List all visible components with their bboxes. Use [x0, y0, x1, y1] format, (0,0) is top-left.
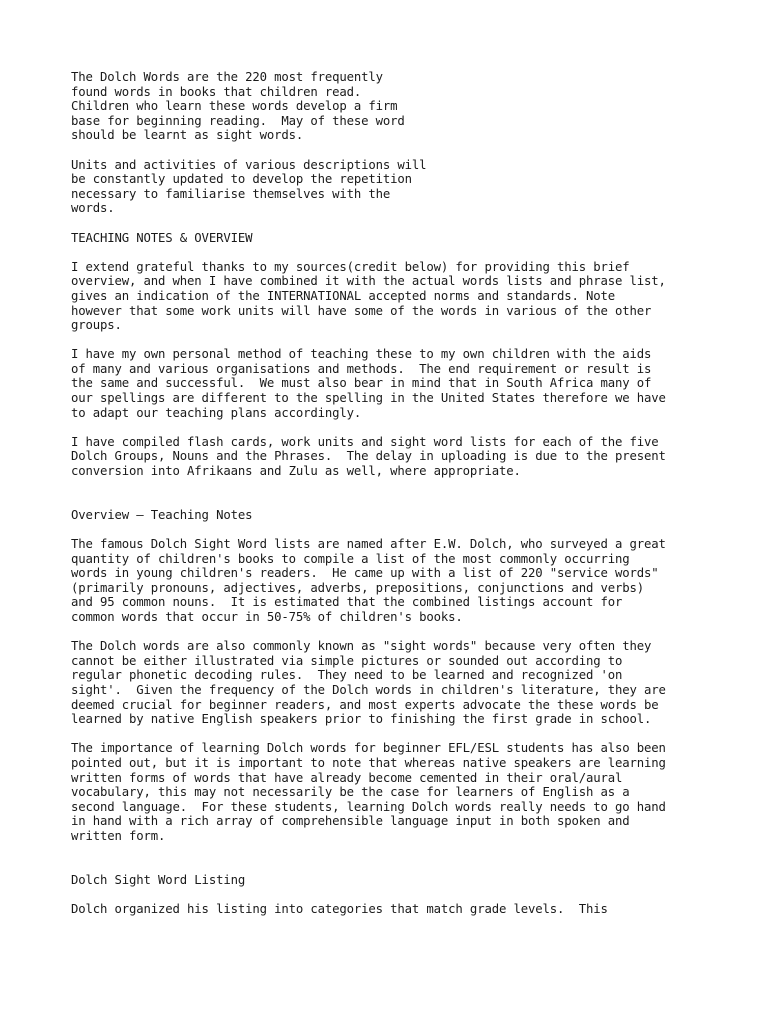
listing-paragraph-1: Dolch organized his listing into categories that match grade levels. This — [71, 901, 608, 916]
document-page — [71, 70, 721, 916]
intro-paragraph-2: Units and activities of various descriptions will be constantly updated to develop the repetition necessary to familiarise themselves with the words. — [71, 157, 427, 216]
overview-heading: Overview – Teaching Notes — [71, 507, 253, 522]
overview-paragraph-1: The famous Dolch Sight Word lists are named after E.W. Dolch, who surveyed a great quantity of children's books to compile a list of the most commonly occurring words in young children's readers. He came up with a list of 220 "service words" (primarily pronouns, adjectives, adverbs, prepositions, conjunctions and verbs) and 95 common nouns. It is estimated that the combined listings account for common words that occur in 50-75% of children's books. — [71, 537, 666, 624]
overview-paragraph-3: The importance of learning Dolch words for beginner EFL/ESL students has also been pointed out, but it is important to note that whereas native speakers are learning written forms of words that have already become cemented in their oral/aural vocabulary, this may not necessarily be the case for learners of English as a second language. For these students, learning Dolch words really needs to go hand in hand with a rich array of comprehensible language input in both spoken and written form. — [71, 741, 666, 843]
teaching-notes-heading: TEACHING NOTES & OVERVIEW — [71, 230, 253, 245]
intro-paragraph-1: The Dolch Words are the 220 most frequently found words in books that children read. Children who learn these words develop a firm base for beginning reading. May of these word should be learnt as sight words. — [71, 70, 405, 143]
teaching-paragraph-1: I extend grateful thanks to my sources(credit below) for providing this brief overview, and when I have combined it with the actual words lists and phrase list, gives an indication of the INTERNATIONAL accepted norms and standards. Note however that some work units will have some of the words in various of the other groups. — [71, 259, 666, 333]
listing-heading: Dolch Sight Word Listing — [71, 872, 246, 887]
teaching-paragraph-2: I have my own personal method of teaching these to my own children with the aids of many and various organisations and methods. The end requirement or result is the same and successful. We must also bear in mind that in South Africa many of our spellings are different to the spelling in the United States therefore we have to adapt our teaching plans accordingly. — [71, 347, 666, 420]
teaching-paragraph-3: I have compiled flash cards, work units and sight word lists for each of the five Dolch Groups, Nouns and the Phrases. The delay in uploading is due to the present conversion into Afrikaans and Zulu as well, where appropriate. — [71, 434, 666, 479]
overview-paragraph-2: The Dolch words are also commonly known as "sight words" because very often they cannot be either illustrated via simple pictures or sounded out according to regular phonetic decoding rules. They need to be learned and recognized 'on sight'. Given the frequency of the Dolch words in children's literature, they are deemed crucial for beginner readers, and most experts advocate the these words be learned by native English speakers prior to finishing the first grade in school. — [71, 639, 666, 727]
